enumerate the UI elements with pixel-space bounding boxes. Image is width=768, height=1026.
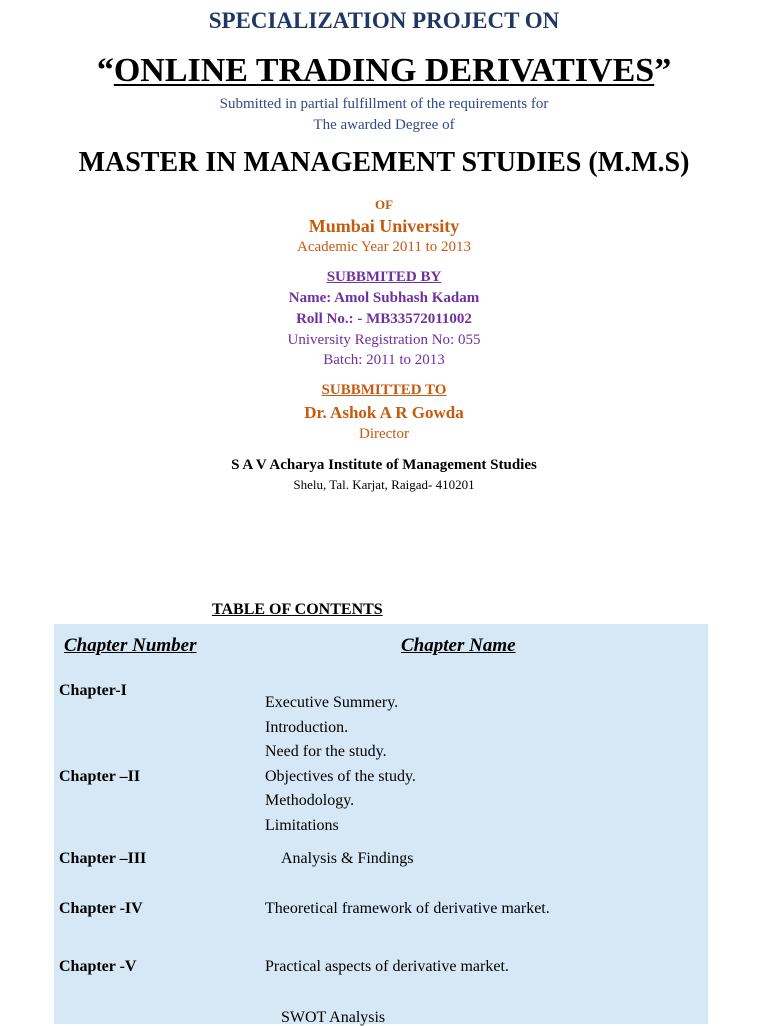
guide-role: Director — [359, 426, 409, 442]
of-label: OF — [374, 197, 394, 212]
institute-address: Shelu, Tal. Karjat, Raigad- 410201 — [293, 477, 475, 492]
chapter-label-5: Chapter -V — [59, 958, 137, 975]
toc-heading: TABLE OF CONTENTS — [212, 601, 383, 618]
university-name: Mumbai University — [308, 216, 460, 236]
topic-swot-analysis: SWOT Analysis — [281, 1009, 386, 1026]
topic-objectives: Objectives of the study. — [265, 768, 416, 785]
roll-number: Roll No.: - MB33572011002 — [296, 311, 472, 327]
column-header-chapter-number: Chapter Number — [64, 635, 197, 656]
project-title — [0, 54, 768, 88]
submitted-by-heading: SUBBMITED BY — [326, 269, 442, 285]
topic-limitations: Limitations — [265, 817, 339, 834]
registration-number: University Registration No: 055 — [287, 332, 481, 348]
topic-executive-summary: Executive Summery. — [265, 694, 399, 711]
chapter-label-1: Chapter-I — [59, 682, 127, 699]
topic-theoretical-framework: Theoretical framework of derivative market. — [265, 900, 550, 917]
submission-statement-line-1: Submitted in partial fulfillment of the requirements for — [219, 96, 549, 112]
topic-need-for-study: Need for the study. — [265, 743, 387, 760]
topic-methodology: Methodology. — [265, 792, 355, 809]
topic-analysis-findings: Analysis & Findings — [281, 850, 414, 867]
chapter-label-3: Chapter –III — [59, 850, 147, 867]
submitted-to-heading: SUBBMITTED TO — [321, 382, 447, 398]
chapter-label-4: Chapter -IV — [59, 900, 143, 917]
title-open-quote: “ — [96, 52, 114, 89]
batch: Batch: 2011 to 2013 — [323, 352, 445, 368]
submission-statement-line-2: The awarded Degree of — [313, 117, 455, 133]
project-heading: SPECIALIZATION PROJECT ON — [208, 8, 560, 33]
student-name: Name: Amol Subhash Kadam — [288, 290, 480, 306]
topic-practical-aspects: Practical aspects of derivative market. — [265, 958, 509, 975]
title-close-quote: ” — [654, 52, 672, 89]
guide-name: Dr. Ashok A R Gowda — [304, 403, 464, 422]
chapter-label-2: Chapter –II — [59, 768, 141, 785]
topic-introduction: Introduction. — [265, 719, 349, 736]
degree-title: MASTER IN MANAGEMENT STUDIES (M.M.S) — [78, 147, 690, 178]
project-title-text: ONLINE TRADING DERIVATIVES — [113, 52, 655, 89]
table-of-contents — [54, 624, 708, 1024]
column-header-chapter-name: Chapter Name — [401, 635, 516, 656]
academic-year: Academic Year 2011 to 2013 — [297, 239, 471, 255]
institute-name: S A V Acharya Institute of Management Studies — [231, 457, 537, 473]
